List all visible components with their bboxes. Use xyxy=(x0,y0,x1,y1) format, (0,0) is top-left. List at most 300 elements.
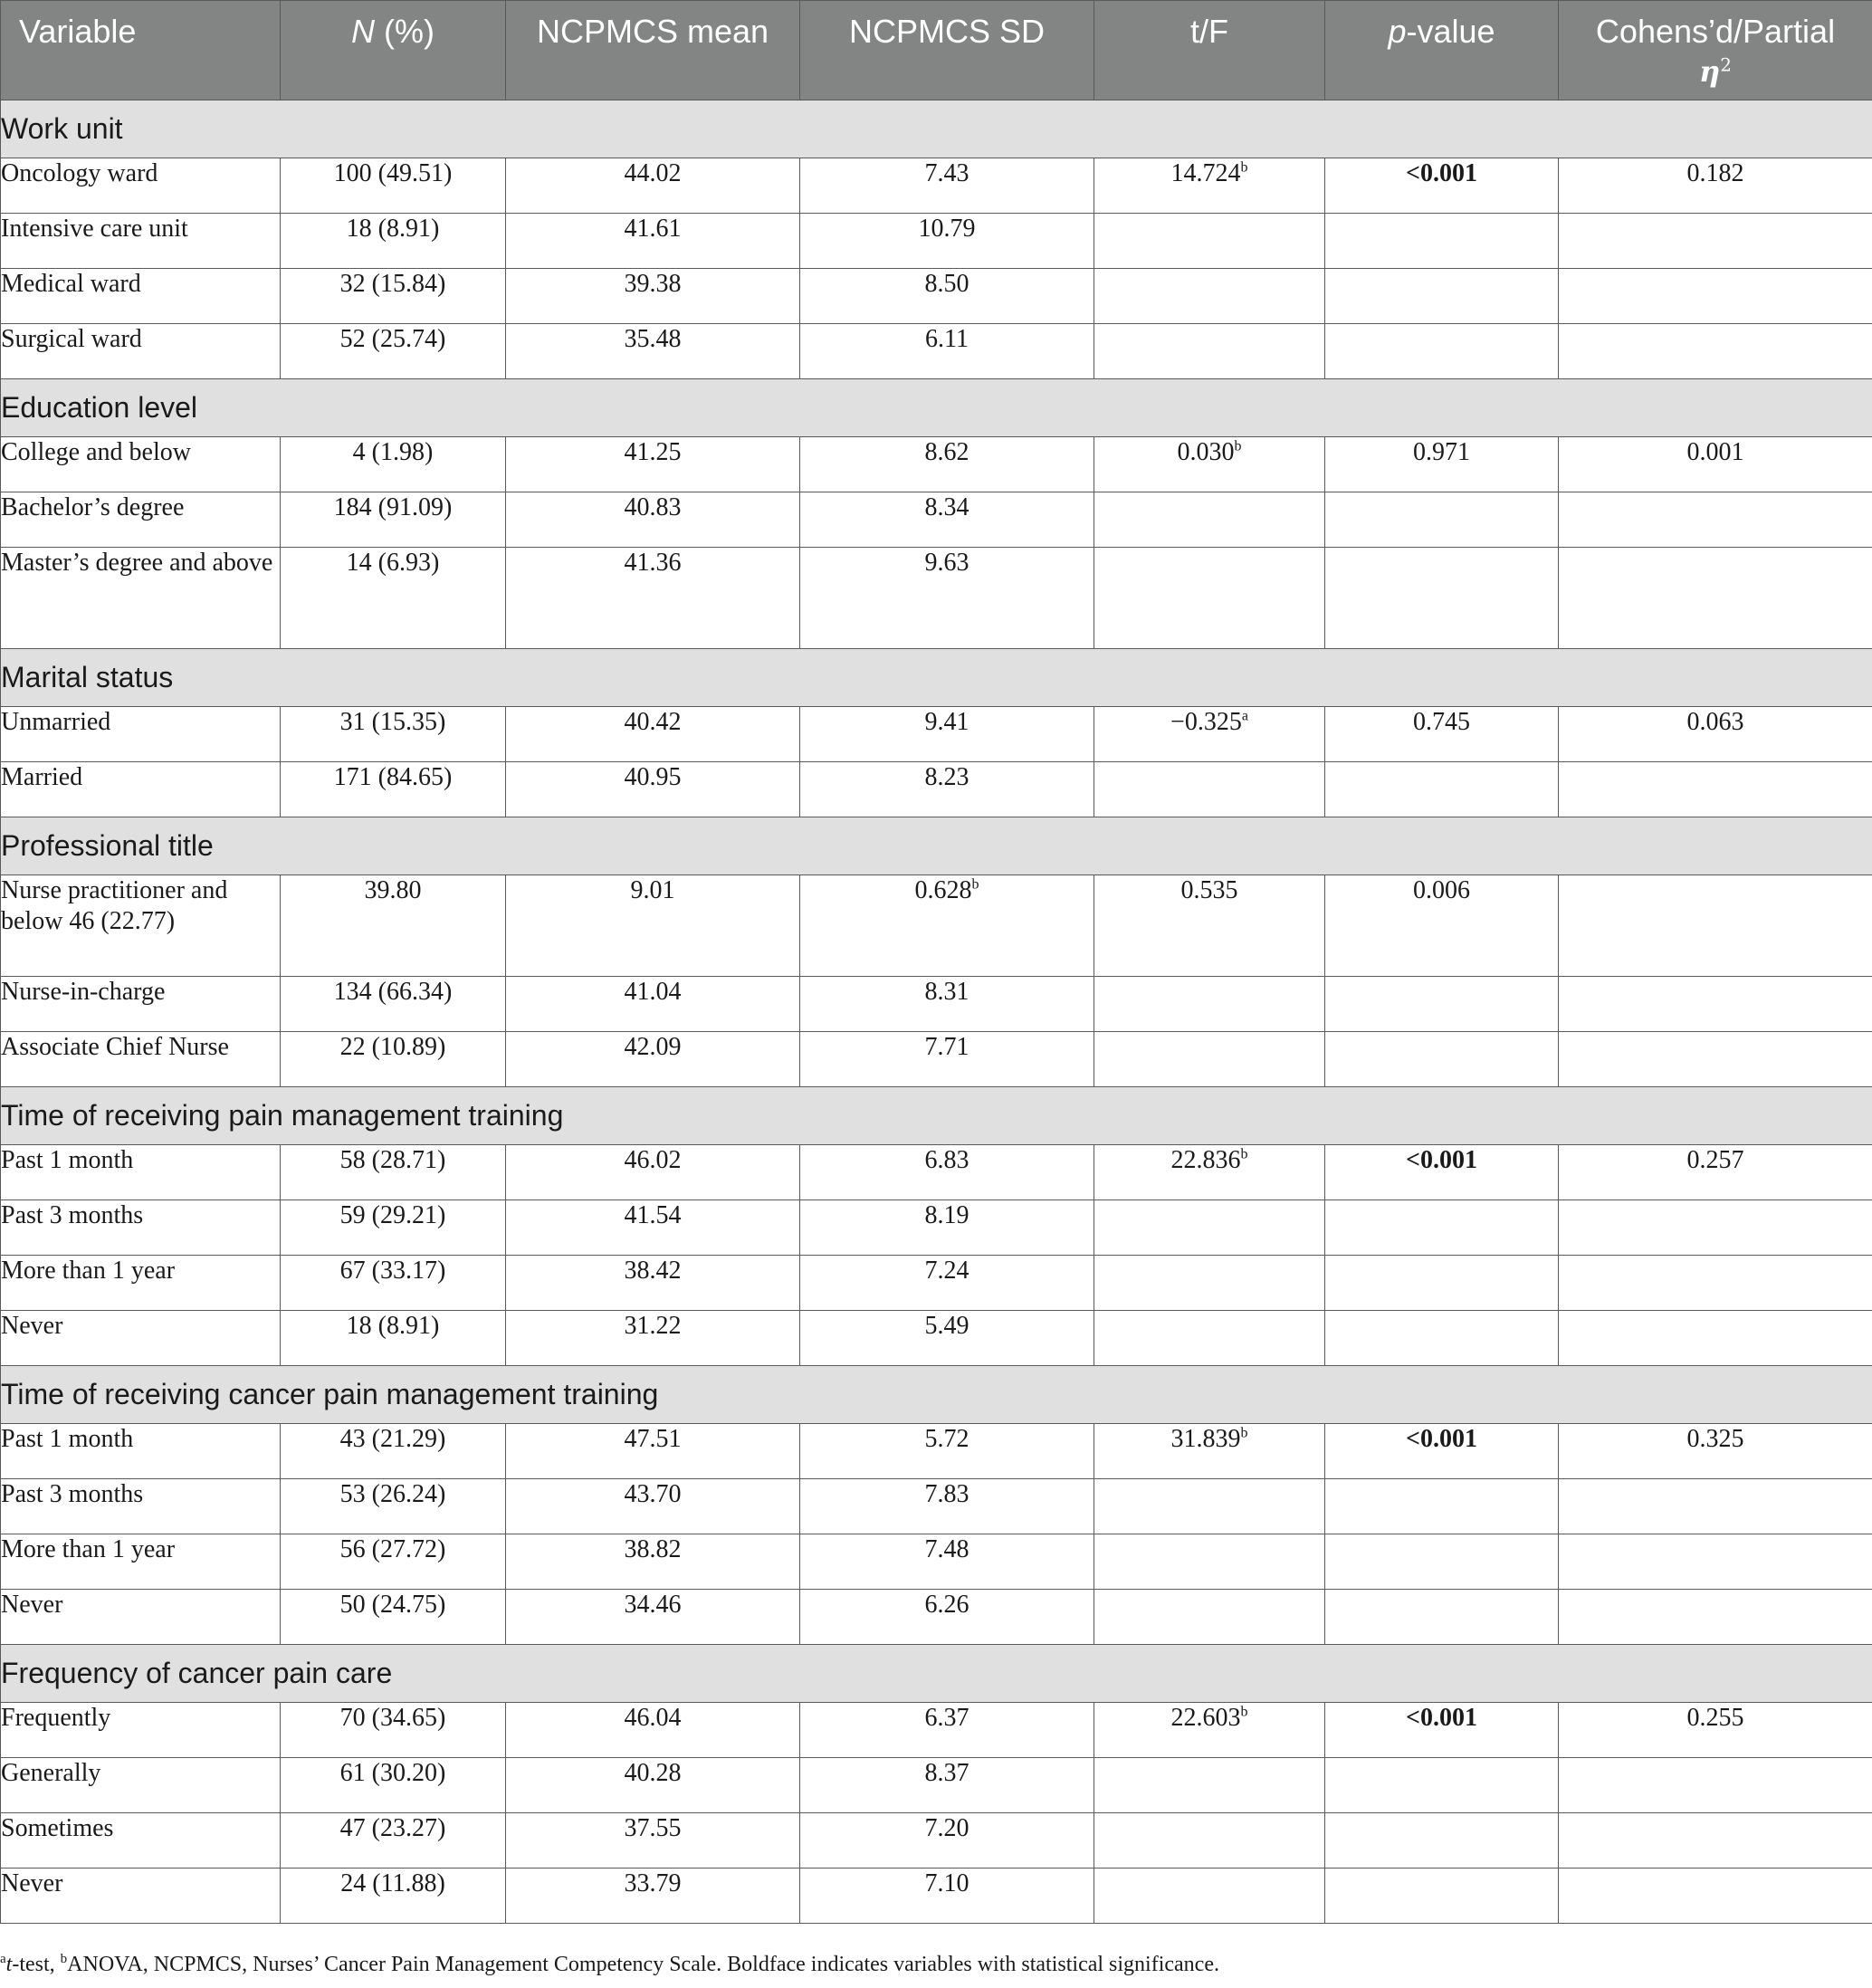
n-percent-cell-text xyxy=(281,977,505,1008)
sd-cell xyxy=(800,1590,1094,1645)
mean-cell xyxy=(506,437,800,492)
p-value-cell xyxy=(1325,158,1559,214)
variable-cell-text xyxy=(1,1256,280,1286)
tf-cell xyxy=(1094,1424,1325,1479)
tf-cell-text xyxy=(1094,875,1324,906)
mean-cell-text xyxy=(506,437,799,468)
mean-cell xyxy=(506,214,800,269)
tf-cell xyxy=(1094,1703,1325,1758)
mean-cell xyxy=(506,875,800,977)
section-header-row xyxy=(1,817,1872,875)
sd-cell xyxy=(800,1869,1094,1924)
variable-cell xyxy=(1,324,281,379)
variable-cell-text xyxy=(1,1703,280,1734)
effect-size-cell-text xyxy=(1559,1424,1872,1455)
n-percent-cell-value: 52 (25.74) xyxy=(339,325,446,353)
sd-cell-text xyxy=(800,1145,1094,1176)
tf-cell-value: 22.836 xyxy=(1170,1146,1241,1174)
mean-cell-value: 44.02 xyxy=(624,159,682,187)
mean-cell xyxy=(506,269,800,324)
table-row xyxy=(1,1703,1872,1758)
mean-cell-text xyxy=(506,1200,799,1231)
n-percent-cell xyxy=(281,269,506,324)
p-value-cell-value: <0.001 xyxy=(1406,1425,1477,1453)
variable-cell-value: Never xyxy=(1,1591,63,1619)
n-percent-cell-text xyxy=(281,707,505,738)
effect-size-cell-value: 0.257 xyxy=(1686,1146,1744,1174)
n-percent-cell xyxy=(281,1032,506,1087)
p-value-cell xyxy=(1325,1145,1559,1200)
section-title: Professional title xyxy=(1,817,1872,875)
sd-cell-value: 8.19 xyxy=(924,1201,969,1229)
sd-cell xyxy=(800,1032,1094,1087)
n-percent-cell-value: 100 (49.51) xyxy=(333,159,453,187)
tf-cell xyxy=(1094,214,1325,269)
mean-cell xyxy=(506,1479,800,1534)
sd-cell xyxy=(800,1534,1094,1590)
mean-cell xyxy=(506,707,800,762)
n-percent-cell-text xyxy=(281,548,505,578)
header-n-italic: N xyxy=(351,13,375,50)
sd-cell xyxy=(800,1256,1094,1311)
mean-cell-value: 41.54 xyxy=(624,1201,682,1229)
n-percent-cell-text xyxy=(281,324,505,355)
n-percent-cell-text xyxy=(281,1479,505,1510)
sd-cell xyxy=(800,492,1094,548)
header-variable: Variable xyxy=(1,1,281,100)
mean-cell-text xyxy=(506,1032,799,1063)
p-value-cell xyxy=(1325,1534,1559,1590)
table-row xyxy=(1,977,1872,1032)
p-value-cell-text xyxy=(1325,875,1558,906)
effect-size-cell xyxy=(1559,1590,1872,1645)
p-value-cell-value: 0.745 xyxy=(1413,708,1470,736)
section-title: Time of receiving pain management training xyxy=(1,1087,1872,1145)
n-percent-cell-value: 18 (8.91) xyxy=(346,215,440,243)
variable-cell xyxy=(1,1703,281,1758)
n-percent-cell xyxy=(281,324,506,379)
mean-cell-value: 46.04 xyxy=(624,1704,682,1732)
variable-cell-value: More than 1 year xyxy=(1,1257,176,1285)
header-eta-sup: 2 xyxy=(1720,53,1732,75)
mean-cell-value: 40.42 xyxy=(624,708,682,736)
variable-cell-text xyxy=(1,1032,280,1063)
tf-cell-text xyxy=(1094,707,1324,738)
n-percent-cell-text xyxy=(281,1703,505,1734)
effect-size-cell xyxy=(1559,1813,1872,1869)
sd-cell-value: 7.24 xyxy=(924,1257,969,1285)
mean-cell-value: 40.95 xyxy=(624,763,682,791)
n-percent-cell-value: 59 (29.21) xyxy=(339,1201,446,1229)
sd-cell-value: 6.37 xyxy=(924,1704,969,1732)
n-percent-cell-text xyxy=(281,1813,505,1844)
mean-cell-text xyxy=(506,1256,799,1286)
effect-size-cell xyxy=(1559,1479,1872,1534)
footnote-a-sup: a xyxy=(0,1952,6,1966)
n-percent-cell-text xyxy=(281,1534,505,1565)
header-p-italic: p xyxy=(1388,13,1407,50)
mean-cell-value: 41.61 xyxy=(624,215,682,243)
mean-cell-value: 43.70 xyxy=(624,1480,682,1508)
table-footnote xyxy=(0,1952,1219,1977)
mean-cell-text xyxy=(506,158,799,189)
p-value-cell xyxy=(1325,1703,1559,1758)
section-header-row xyxy=(1,379,1872,437)
sd-cell xyxy=(800,1479,1094,1534)
n-percent-cell-value: 47 (23.27) xyxy=(339,1814,446,1842)
variable-cell-value: Bachelor’s degree xyxy=(1,493,185,521)
variable-cell xyxy=(1,1424,281,1479)
tf-cell xyxy=(1094,1311,1325,1366)
effect-size-cell xyxy=(1559,1758,1872,1813)
section-header-row xyxy=(1,1087,1872,1145)
n-percent-cell-text xyxy=(281,269,505,300)
variable-cell-text xyxy=(1,977,280,1008)
table-body xyxy=(1,100,1872,1924)
n-percent-cell-text xyxy=(281,1424,505,1455)
tf-cell xyxy=(1094,1590,1325,1645)
mean-cell-value: 9.01 xyxy=(630,876,675,904)
tf-cell-value: −0.325 xyxy=(1170,708,1242,736)
variable-cell-value: Past 1 month xyxy=(1,1146,134,1174)
tf-cell xyxy=(1094,1869,1325,1924)
n-percent-cell-value: 14 (6.93) xyxy=(346,549,440,577)
sd-cell-value: 6.83 xyxy=(924,1146,969,1174)
footnote-a-text: -test, xyxy=(12,1953,61,1976)
p-value-cell xyxy=(1325,548,1559,649)
table-row xyxy=(1,324,1872,379)
tf-cell xyxy=(1094,1758,1325,1813)
tf-cell xyxy=(1094,762,1325,817)
mean-cell-value: 40.83 xyxy=(624,493,682,521)
variable-cell xyxy=(1,762,281,817)
p-value-cell xyxy=(1325,762,1559,817)
n-percent-cell-text xyxy=(281,762,505,793)
variable-cell xyxy=(1,492,281,548)
p-value-cell xyxy=(1325,707,1559,762)
mean-cell xyxy=(506,1145,800,1200)
p-value-cell xyxy=(1325,269,1559,324)
footnote-b-text: ANOVA, NCPMCS, Nurses’ Cancer Pain Management Competency Scale. Boldface indicates variables with statistical significance. xyxy=(67,1953,1219,1976)
n-percent-cell-text xyxy=(281,875,505,906)
effect-size-cell-text xyxy=(1559,707,1872,738)
sd-cell xyxy=(800,1145,1094,1200)
sd-cell-text xyxy=(800,437,1094,468)
mean-cell-value: 46.02 xyxy=(624,1146,682,1174)
effect-size-cell xyxy=(1559,875,1872,977)
n-percent-cell-value: 4 (1.98) xyxy=(352,438,434,466)
tf-cell-value: 22.603 xyxy=(1170,1704,1241,1732)
effect-size-cell-text xyxy=(1559,1145,1872,1176)
variable-cell-text xyxy=(1,1200,280,1231)
n-percent-cell xyxy=(281,158,506,214)
tf-cell-superscript: b xyxy=(1234,438,1242,454)
effect-size-cell xyxy=(1559,1424,1872,1479)
variable-cell xyxy=(1,1758,281,1813)
variable-cell-text xyxy=(1,324,280,355)
mean-cell-value: 31.22 xyxy=(624,1312,682,1340)
effect-size-cell xyxy=(1559,1311,1872,1366)
table-row xyxy=(1,214,1872,269)
header-n-rest: (%) xyxy=(375,13,435,50)
mean-cell xyxy=(506,1758,800,1813)
p-value-cell xyxy=(1325,977,1559,1032)
variable-cell-text xyxy=(1,269,280,300)
table-row xyxy=(1,158,1872,214)
mean-cell-text xyxy=(506,548,799,578)
sd-cell-value: 8.31 xyxy=(924,978,969,1006)
variable-cell-value: College and below xyxy=(1,438,191,466)
effect-size-cell xyxy=(1559,437,1872,492)
n-percent-cell-text xyxy=(281,1758,505,1789)
sd-cell-text xyxy=(800,1703,1094,1734)
mean-cell xyxy=(506,977,800,1032)
variable-cell xyxy=(1,875,281,977)
tf-cell-text xyxy=(1094,1424,1324,1455)
table-row xyxy=(1,269,1872,324)
table-row xyxy=(1,437,1872,492)
variable-cell-text xyxy=(1,1311,280,1342)
n-percent-cell-text xyxy=(281,1032,505,1063)
table-row xyxy=(1,1869,1872,1924)
variable-cell-value: Past 1 month xyxy=(1,1425,134,1453)
mean-cell xyxy=(506,492,800,548)
footnote-b-sup: b xyxy=(60,1952,68,1966)
n-percent-cell xyxy=(281,1534,506,1590)
tf-cell xyxy=(1094,324,1325,379)
variable-cell-value: Master’s degree and above xyxy=(1,549,273,577)
p-value-cell xyxy=(1325,875,1559,977)
header-effect-eta xyxy=(1699,54,1732,89)
mean-cell xyxy=(506,158,800,214)
header-tf: t/F xyxy=(1094,1,1325,100)
sd-cell-text xyxy=(800,269,1094,300)
mean-cell-text xyxy=(506,1145,799,1176)
n-percent-cell-value: 56 (27.72) xyxy=(339,1535,446,1563)
n-percent-cell xyxy=(281,548,506,649)
p-value-cell xyxy=(1325,214,1559,269)
n-percent-cell-text xyxy=(281,437,505,468)
n-percent-cell xyxy=(281,492,506,548)
tf-cell xyxy=(1094,1479,1325,1534)
section-title: Work unit xyxy=(1,100,1872,158)
effect-size-cell xyxy=(1559,1145,1872,1200)
variable-cell xyxy=(1,1813,281,1869)
p-value-cell xyxy=(1325,1256,1559,1311)
n-percent-cell xyxy=(281,437,506,492)
table-row xyxy=(1,1032,1872,1087)
effect-size-cell-text xyxy=(1559,1703,1872,1734)
variable-cell-value: Medical ward xyxy=(1,270,141,298)
mean-cell xyxy=(506,1869,800,1924)
effect-size-cell xyxy=(1559,977,1872,1032)
sd-cell-text xyxy=(800,1758,1094,1789)
n-percent-cell-value: 53 (26.24) xyxy=(339,1480,446,1508)
variable-cell-value: More than 1 year xyxy=(1,1535,176,1563)
variable-cell-text xyxy=(1,1869,280,1899)
header-n-percent xyxy=(281,1,506,100)
n-percent-cell-value: 39.80 xyxy=(364,876,422,904)
n-percent-cell xyxy=(281,762,506,817)
table-row xyxy=(1,762,1872,817)
header-row xyxy=(1,1,1872,100)
variable-cell xyxy=(1,1200,281,1256)
p-value-cell xyxy=(1325,1869,1559,1924)
n-percent-cell-value: 31 (15.35) xyxy=(339,708,446,736)
variable-cell xyxy=(1,437,281,492)
p-value-cell xyxy=(1325,1479,1559,1534)
sd-cell-text xyxy=(800,707,1094,738)
variable-cell-text xyxy=(1,1758,280,1789)
sd-cell-text xyxy=(800,548,1094,578)
sd-cell-text xyxy=(800,1534,1094,1565)
sd-cell xyxy=(800,977,1094,1032)
variable-cell-text xyxy=(1,1534,280,1565)
effect-size-cell-value: 0.001 xyxy=(1686,438,1744,466)
sd-cell xyxy=(800,1813,1094,1869)
mean-cell-value: 38.42 xyxy=(624,1257,682,1285)
n-percent-cell-text xyxy=(281,214,505,244)
sd-cell xyxy=(800,324,1094,379)
sd-cell-text xyxy=(800,324,1094,355)
sd-cell-text xyxy=(800,492,1094,523)
p-value-cell-value: 0.006 xyxy=(1413,876,1470,904)
mean-cell-value: 41.04 xyxy=(624,978,682,1006)
variable-cell-text xyxy=(1,1145,280,1176)
n-percent-cell xyxy=(281,707,506,762)
sd-cell-text xyxy=(800,1311,1094,1342)
tf-cell xyxy=(1094,1256,1325,1311)
effect-size-cell xyxy=(1559,707,1872,762)
effect-size-cell xyxy=(1559,1032,1872,1087)
section-header-row xyxy=(1,1645,1872,1703)
variable-cell-value: Surgical ward xyxy=(1,325,142,353)
tf-cell xyxy=(1094,1145,1325,1200)
mean-cell-value: 47.51 xyxy=(624,1425,682,1453)
mean-cell-text xyxy=(506,875,799,906)
variable-cell-value: Frequently xyxy=(1,1704,111,1732)
tf-cell-value: 0.535 xyxy=(1180,876,1238,904)
sd-cell xyxy=(800,762,1094,817)
mean-cell-text xyxy=(506,762,799,793)
sd-cell-value: 8.34 xyxy=(924,493,969,521)
sd-cell xyxy=(800,1703,1094,1758)
sd-cell-value: 6.26 xyxy=(924,1591,969,1619)
sd-cell-text xyxy=(800,158,1094,189)
effect-size-cell-value: 0.182 xyxy=(1686,159,1744,187)
sd-cell-text xyxy=(800,1200,1094,1231)
tf-cell xyxy=(1094,707,1325,762)
variable-cell xyxy=(1,1479,281,1534)
tf-cell xyxy=(1094,158,1325,214)
table-row xyxy=(1,1145,1872,1200)
mean-cell xyxy=(506,1311,800,1366)
mean-cell-value: 41.36 xyxy=(624,549,682,577)
sd-cell-value: 5.49 xyxy=(924,1312,969,1340)
sd-cell-value: 8.62 xyxy=(924,438,969,466)
variable-cell-text xyxy=(1,492,280,523)
p-value-cell-text xyxy=(1325,1145,1558,1176)
n-percent-cell xyxy=(281,214,506,269)
tf-cell-superscript: b xyxy=(1240,1425,1248,1441)
sd-cell-value: 10.79 xyxy=(918,215,976,243)
header-sd: NCPMCS SD xyxy=(800,1,1094,100)
mean-cell-text xyxy=(506,492,799,523)
tf-cell-value: 31.839 xyxy=(1170,1425,1241,1453)
variable-cell xyxy=(1,1590,281,1645)
variable-cell-text xyxy=(1,214,280,244)
n-percent-cell xyxy=(281,1200,506,1256)
table-row xyxy=(1,1534,1872,1590)
mean-cell-value: 41.25 xyxy=(624,438,682,466)
effect-size-cell-value: 0.063 xyxy=(1686,708,1744,736)
sd-cell-value: 5.72 xyxy=(924,1425,969,1453)
n-percent-cell-text xyxy=(281,1311,505,1342)
sd-cell-value: 7.71 xyxy=(924,1033,969,1061)
variable-cell-text xyxy=(1,707,280,738)
mean-cell-text xyxy=(506,1703,799,1734)
table-row xyxy=(1,1424,1872,1479)
mean-cell-value: 33.79 xyxy=(624,1869,682,1897)
tf-cell xyxy=(1094,1534,1325,1590)
tf-cell xyxy=(1094,977,1325,1032)
tf-cell-text xyxy=(1094,1145,1324,1176)
sd-cell-value: 8.23 xyxy=(924,763,969,791)
effect-size-cell xyxy=(1559,548,1872,649)
header-p-value xyxy=(1325,1,1559,100)
variable-cell xyxy=(1,1311,281,1366)
n-percent-cell xyxy=(281,1703,506,1758)
mean-cell-text xyxy=(506,1479,799,1510)
n-percent-cell xyxy=(281,1813,506,1869)
sd-cell-value: 7.20 xyxy=(924,1814,969,1842)
section-header-row xyxy=(1,100,1872,158)
n-percent-cell xyxy=(281,1479,506,1534)
n-percent-cell-text xyxy=(281,1869,505,1899)
mean-cell-text xyxy=(506,1424,799,1455)
table-row xyxy=(1,1200,1872,1256)
header-p-rest: -value xyxy=(1406,13,1495,50)
table-row xyxy=(1,548,1872,649)
effect-size-cell xyxy=(1559,269,1872,324)
mean-cell-text xyxy=(506,1869,799,1899)
mean-cell xyxy=(506,548,800,649)
sd-cell xyxy=(800,548,1094,649)
sd-cell-value: 9.41 xyxy=(924,708,969,736)
p-value-cell xyxy=(1325,1590,1559,1645)
table-row xyxy=(1,707,1872,762)
n-percent-cell xyxy=(281,875,506,977)
mean-cell xyxy=(506,1590,800,1645)
mean-cell-text xyxy=(506,324,799,355)
mean-cell-value: 34.46 xyxy=(624,1591,682,1619)
variable-cell-text xyxy=(1,1590,280,1620)
variable-cell-value: Past 3 months xyxy=(1,1201,144,1229)
variable-cell-value: Nurse practitioner and below 46 (22.77) xyxy=(1,876,228,935)
sd-cell-value: 6.11 xyxy=(925,325,969,353)
mean-cell-text xyxy=(506,269,799,300)
variable-cell-value: Never xyxy=(1,1312,63,1340)
variable-cell xyxy=(1,707,281,762)
sd-cell-value: 8.37 xyxy=(924,1759,969,1787)
section-title: Education level xyxy=(1,379,1872,437)
n-percent-cell-value: 24 (11.88) xyxy=(340,1869,445,1897)
variable-cell-value: Sometimes xyxy=(1,1814,114,1842)
p-value-cell-text xyxy=(1325,707,1558,738)
p-value-cell-text xyxy=(1325,1424,1558,1455)
variable-cell-text xyxy=(1,762,280,793)
table-row xyxy=(1,1758,1872,1813)
